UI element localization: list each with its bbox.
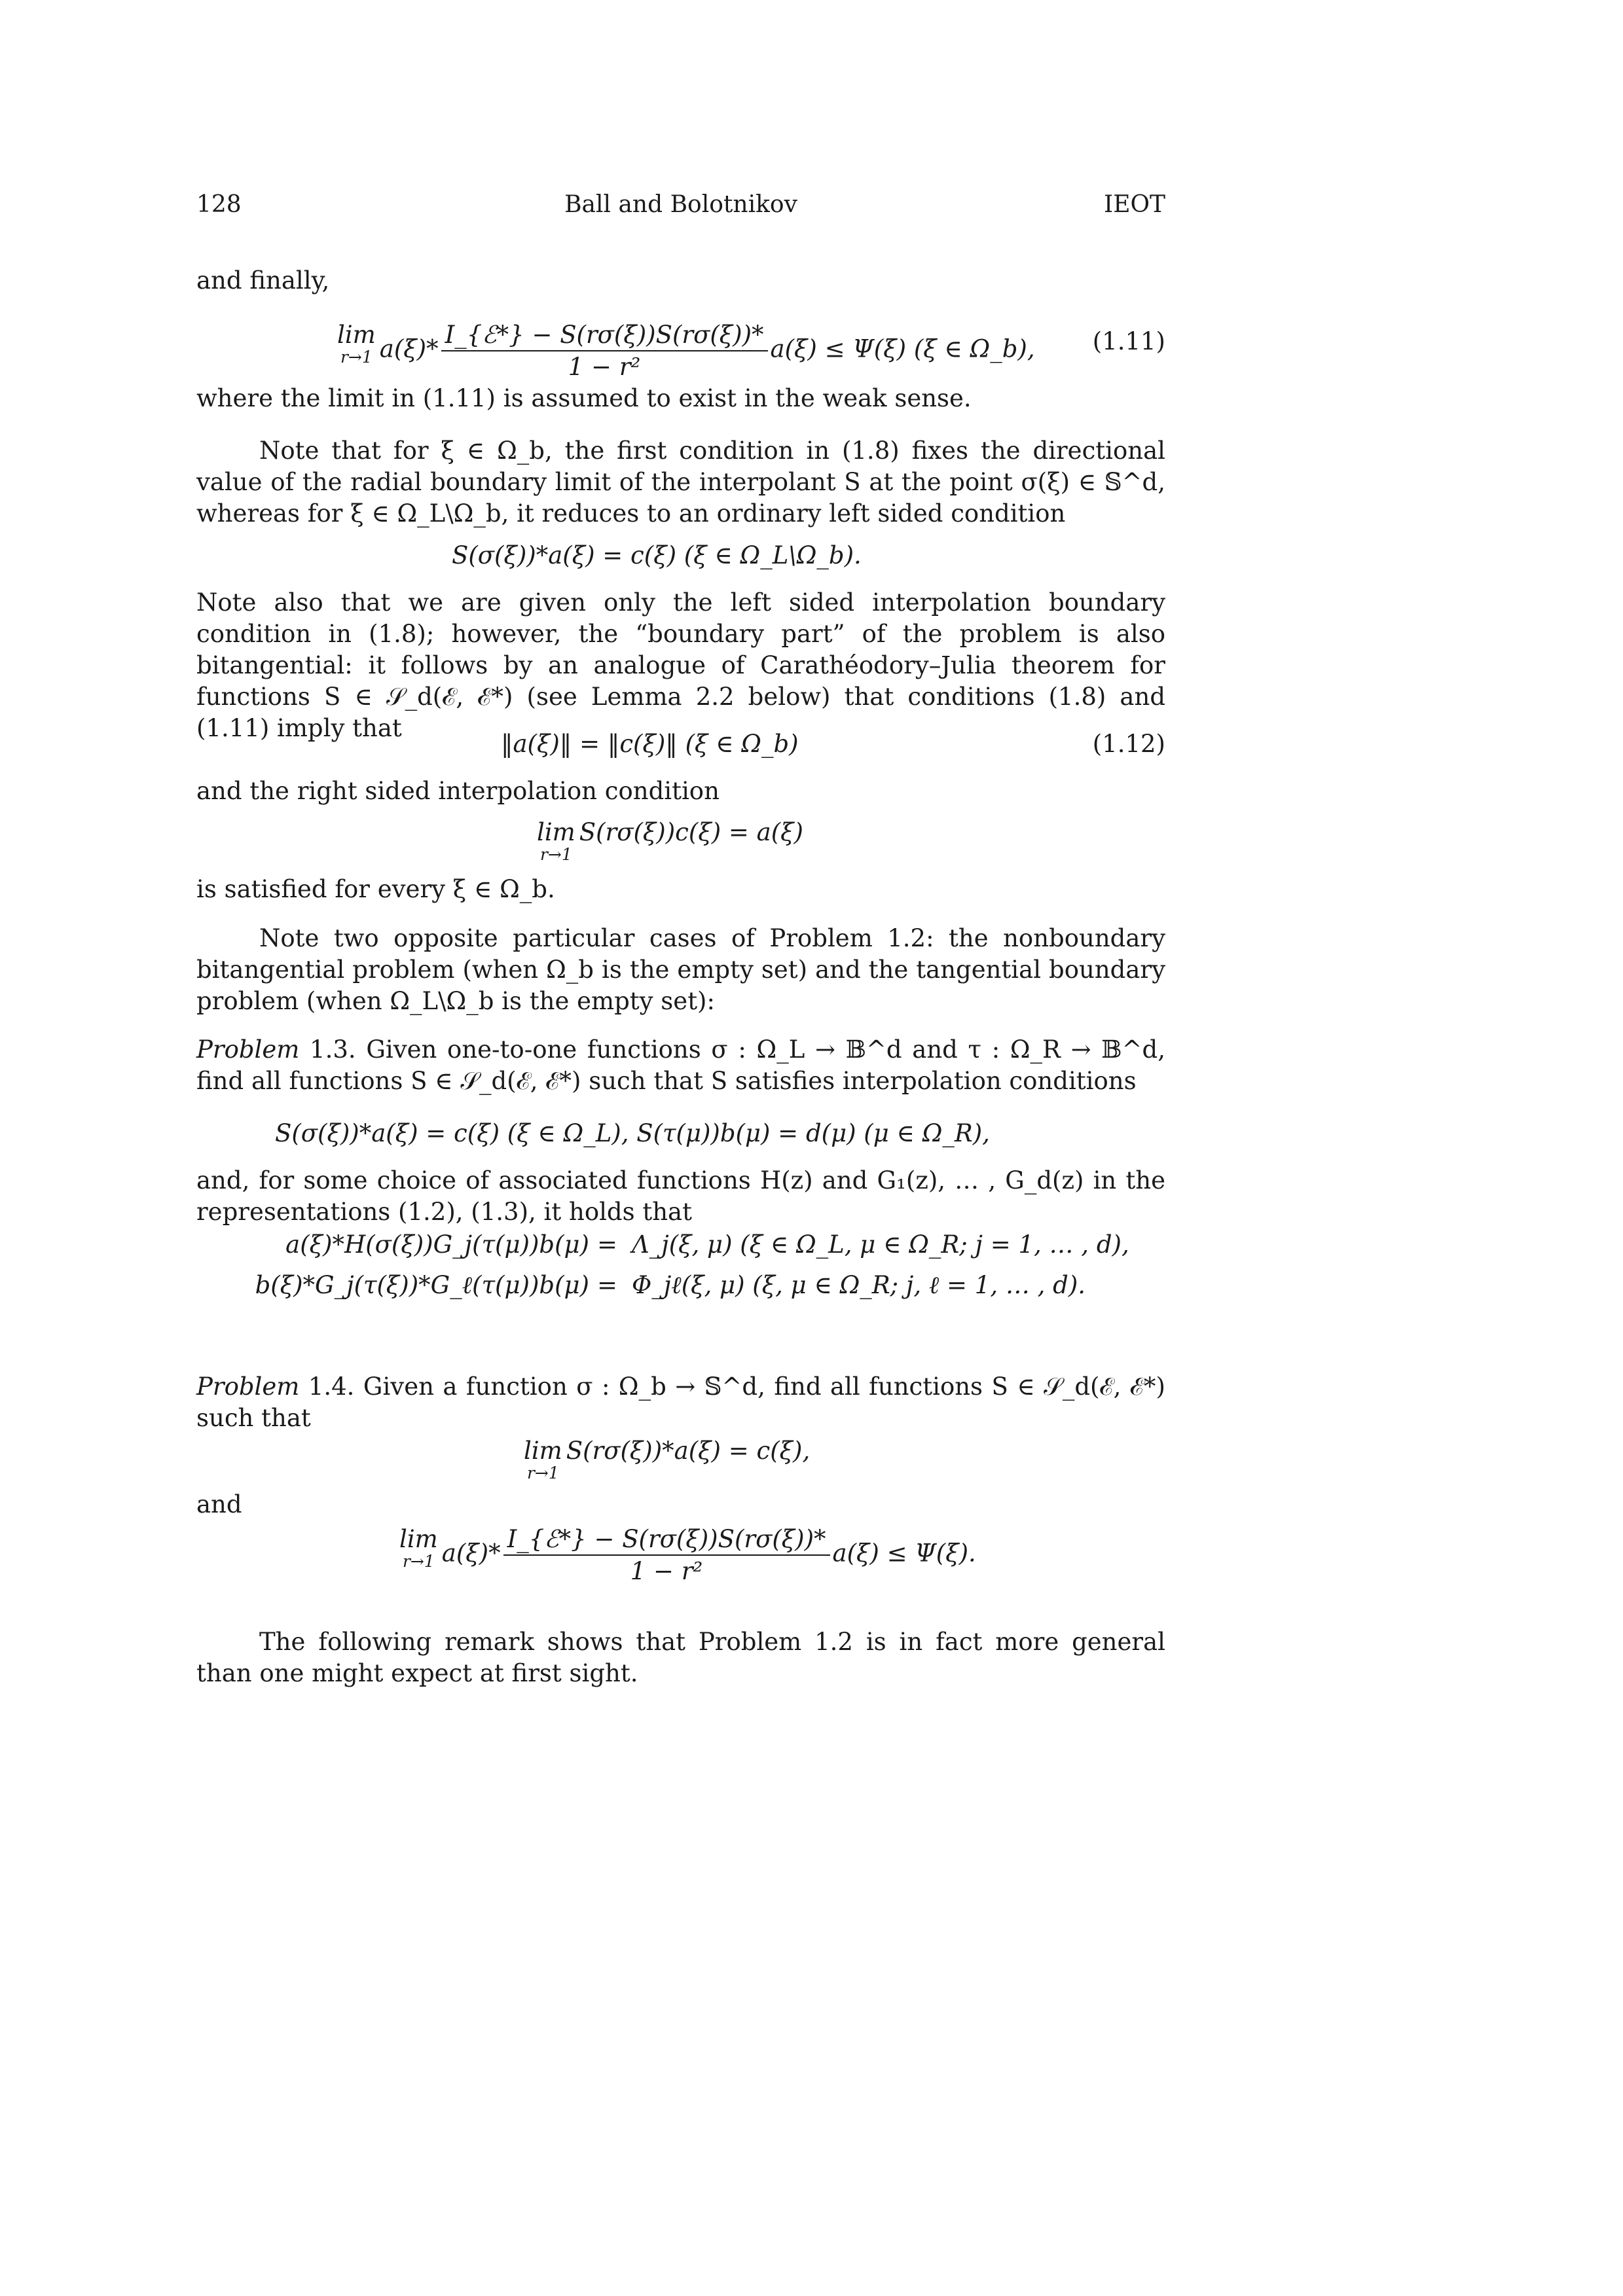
paragraph-satisfied: is satisfied for every ξ ∈ Ω_b.: [196, 875, 555, 903]
lim-subscript: r→1: [340, 348, 373, 367]
eq-left-factor: a(ξ)*: [441, 1539, 501, 1568]
journal-name: IEOT: [1103, 191, 1165, 218]
problem-label: Problem: [196, 1035, 300, 1064]
lim-subscript: r→1: [539, 845, 572, 864]
paragraph-directional-value: Note that for ξ ∈ Ω_b, the first condition in (1.8) fixes the directional value of the radial boundary limit of the interpolant S at the point σ(ξ) ∈ 𝕊^d, whereas for ξ ∈ Ω_L\Ω_b, it reduces to an ordinary left sided condition: [196, 437, 1165, 528]
paragraph-associated-functions: and, for some choice of associated functions H(z) and G₁(z), … , G_d(z) in the representations (1.2), (1.3), it holds that: [196, 1166, 1165, 1226]
lim-subscript: r→1: [402, 1552, 435, 1571]
lim-operator: lim: [524, 1437, 562, 1465]
lim-operator: lim: [337, 321, 376, 349]
align-row2-right: Φ_jℓ(ξ, μ) (ξ, μ ∈ Ω_R; j, ℓ = 1, … , d).: [632, 1271, 1086, 1299]
paragraph-and-finally: and finally,: [196, 266, 330, 295]
paragraph-weak-limit: where the limit in (1.11) is assumed to exist in the weak sense.: [196, 384, 972, 412]
problem-label: Problem: [196, 1372, 300, 1401]
align-row2-eq: =: [597, 1271, 618, 1299]
equation-number: (1.12): [1092, 730, 1165, 758]
lim-operator: lim: [399, 1525, 438, 1553]
running-title: Ball and Bolotnikov: [564, 191, 797, 218]
eq-body: S(rσ(ξ))c(ξ) = a(ξ): [579, 818, 803, 846]
equation-boundary-limit: [196, 1437, 1165, 1489]
equation-1-11: [196, 314, 1165, 386]
equation-1-12: [196, 730, 1165, 769]
problem-text: 1.3. Given one-to-one functions σ : Ω_L → 𝔹^d and τ : Ω_R → 𝔹^d, find all functions S ∈ 𝒮_d(ℰ, ℰ*) such that S satisfies interpolation conditions: [196, 1035, 1165, 1095]
equation-left-sided: S(σ(ξ))*a(ξ) = c(ξ) (ξ ∈ Ω_L\Ω_b).: [452, 541, 862, 569]
lim-operator: lim: [537, 818, 575, 846]
paragraph-remark-intro: The following remark shows that Problem 1.2 is in fact more general than one might expect at first sight.: [196, 1628, 1165, 1687]
align-row1-left: a(ξ)*H(σ(ξ))G_j(τ(μ))b(μ): [285, 1230, 589, 1259]
fraction-denominator: 1 − r²: [568, 353, 641, 381]
paragraph-right-sided: and the right sided interpolation condition: [196, 777, 720, 805]
equation-interpolation-conditions: S(σ(ξ))*a(ξ) = c(ξ) (ξ ∈ Ω_L), S(τ(μ))b(μ) = d(μ) (μ ∈ Ω_R),: [275, 1119, 990, 1147]
fraction-numerator: I_{ℰ*} − S(rσ(ξ))S(rσ(ξ))*: [503, 1525, 830, 1556]
fraction-denominator: 1 − r²: [630, 1557, 703, 1585]
lim-subscript: r→1: [526, 1463, 559, 1482]
equation-aligned-system: [196, 1230, 1165, 1316]
word-and: and: [196, 1490, 242, 1518]
eq-right-side: a(ξ) ≤ Ψ(ξ) (ξ ∈ Ω_b),: [770, 334, 1035, 363]
align-row1-eq: =: [597, 1230, 618, 1259]
equation-number: (1.11): [1092, 327, 1165, 355]
equation-inequality: [196, 1518, 1165, 1590]
paragraph-bitangential: Note also that we are given only the left sided interpolation boundary condition in (1.8); however, the “boundary part” of the problem is also bitangential: it follows by an analogue of Carathéodory–Julia theorem for functions S ∈ 𝒮_d(ℰ, ℰ*) (see Lemma 2.2 below) that conditions (1.8) and (1.11) imply that: [196, 588, 1165, 742]
running-header: [196, 191, 1165, 224]
eq-left-factor: a(ξ)*: [379, 334, 439, 363]
paragraph-particular-cases: Note two opposite particular cases of Problem 1.2: the nonboundary bitangential problem (when Ω_b is the empty set) and the tangential boundary problem (when Ω_L\Ω_b is the empty set):: [196, 924, 1165, 1015]
align-row1-right: Λ_j(ξ, μ) (ξ ∈ Ω_L, μ ∈ Ω_R; j = 1, … , d),: [632, 1230, 1129, 1259]
align-row2-left: b(ξ)*G_j(τ(ξ))*G_ℓ(τ(μ))b(μ): [255, 1271, 589, 1299]
fraction-numerator: I_{ℰ*} − S(rσ(ξ))S(rσ(ξ))*: [441, 321, 768, 351]
equation-right-sided: [196, 818, 1165, 870]
eq-body: S(rσ(ξ))*a(ξ) = c(ξ),: [566, 1437, 811, 1465]
problem-1-4: [196, 1371, 1165, 1434]
problem-text: 1.4. Given a function σ : Ω_b → 𝕊^d, find all functions S ∈ 𝒮_d(ℰ, ℰ*) such that: [196, 1372, 1165, 1432]
eq-right-side: a(ξ) ≤ Ψ(ξ).: [832, 1539, 976, 1568]
problem-1-3: [196, 1034, 1165, 1097]
page-number: 128: [196, 191, 242, 218]
eq-norm-equality: ‖a(ξ)‖ = ‖c(ξ)‖ (ξ ∈ Ω_b): [501, 730, 799, 758]
